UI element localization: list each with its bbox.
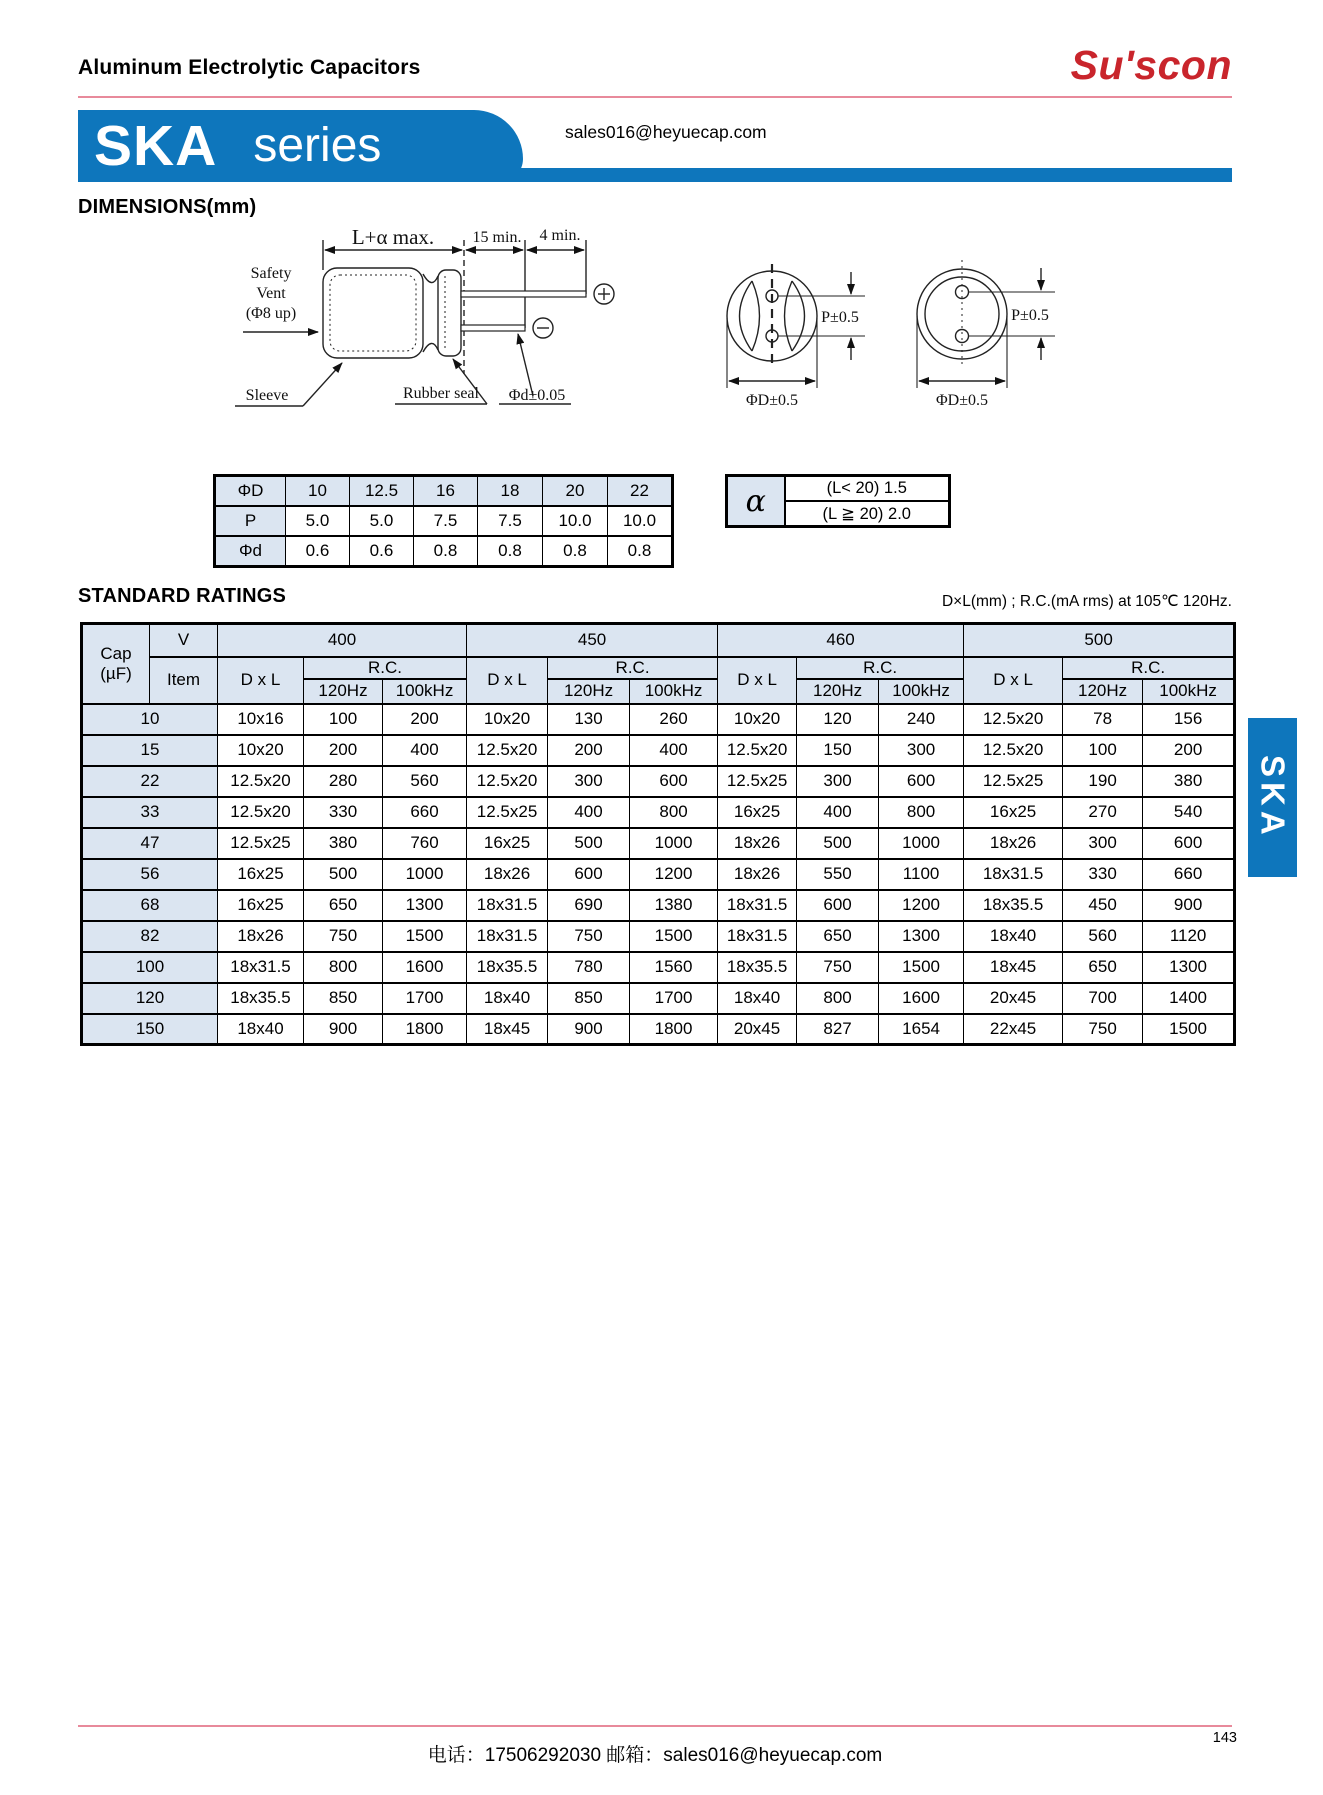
value-cell: 1800 [383,1014,467,1045]
value-cell: 300 [797,766,879,797]
value-cell: 18x26 [718,859,797,890]
value-cell: 150 [797,735,879,766]
value-cell: 12.5x20 [964,704,1063,735]
dims-cell: 0.8 [414,536,478,567]
dims-row [215,476,673,507]
table-row [82,983,1235,1014]
cap-header [82,624,150,704]
value-cell: 200 [304,735,383,766]
v-header: V [150,624,218,657]
freq-120hz-450: 120Hz [548,679,630,704]
value-cell: 550 [797,859,879,890]
value-cell: 780 [548,952,630,983]
value-cell: 12.5x20 [718,735,797,766]
dims-cell: 10.0 [608,506,673,536]
side-tab-ska [1248,718,1297,877]
value-cell: 650 [1063,952,1143,983]
value-cell: 20x45 [964,983,1063,1014]
value-cell: 300 [879,735,964,766]
cap-cell: 22 [82,766,218,797]
footer-contact: 电话：17506292030 邮箱：sales016@heyuecap.com [427,1745,883,1766]
value-cell: 650 [304,890,383,921]
dia-label-1: ΦD±0.5 [745,392,799,409]
value-cell: 1300 [383,890,467,921]
value-cell: 18x31.5 [718,890,797,921]
value-cell: 700 [1063,983,1143,1014]
value-cell: 200 [383,704,467,735]
dims-row-label: ΦD [215,476,286,507]
standard-ratings-table [80,622,1236,1046]
value-cell: 1654 [879,1014,964,1045]
value-cell: 800 [797,983,879,1014]
value-cell: 12.5x20 [218,797,304,828]
freq-120hz-460: 120Hz [797,679,879,704]
value-cell: 500 [304,859,383,890]
value-cell: 1600 [879,983,964,1014]
value-cell: 1120 [1143,921,1235,952]
value-cell: 18x31.5 [467,890,548,921]
dxl-header-450: D x L [467,657,548,704]
dims-cell: 5.0 [350,506,414,536]
value-cell: 600 [1143,828,1235,859]
value-cell: 1300 [1143,952,1235,983]
value-cell: 18x31.5 [218,952,304,983]
dims-table-body [215,476,673,567]
ratings-heading: STANDARD RATINGS [78,585,287,607]
value-cell: 18x40 [964,921,1063,952]
lead-negative [461,325,525,331]
value-cell: 260 [630,704,718,735]
dims-cell: 16 [414,476,478,507]
value-cell: 850 [548,983,630,1014]
value-cell: 900 [548,1014,630,1045]
alpha-table [725,474,951,528]
table-row [82,952,1235,983]
value-cell: 10x20 [467,704,548,735]
cap-cell: 68 [82,890,218,921]
alpha-row-1 [727,476,950,502]
value-cell: 1000 [383,859,467,890]
lead-hole-bottom-2 [956,330,969,343]
value-cell: 1200 [879,890,964,921]
voltage-header-460: 460 [718,624,964,657]
value-cell: 827 [797,1014,879,1045]
table-row [82,1014,1235,1045]
lead-positive [461,291,586,297]
value-cell: 18x40 [718,983,797,1014]
safety-vent-label-2: Vent [256,285,286,302]
value-cell: 156 [1143,704,1235,735]
value-cell: 18x35.5 [218,983,304,1014]
value-cell: 400 [797,797,879,828]
value-cell: 300 [548,766,630,797]
freq-100khz-460: 100kHz [879,679,964,704]
value-cell: 1400 [1143,983,1235,1014]
value-cell: 690 [548,890,630,921]
dxl-header-400: D x L [218,657,304,704]
value-cell: 12.5x20 [467,766,548,797]
dims-cell: 10.0 [543,506,608,536]
cap-cell: 120 [82,983,218,1014]
pitch-label-1: P±0.5 [821,309,859,326]
value-cell: 270 [1063,797,1143,828]
value-cell: 380 [304,828,383,859]
value-cell: 900 [304,1014,383,1045]
value-cell: 800 [879,797,964,828]
value-cell: 400 [630,735,718,766]
table-row [82,890,1235,921]
value-cell: 560 [383,766,467,797]
series-banner [78,110,523,182]
dims-cell: 12.5 [350,476,414,507]
table-row [82,735,1235,766]
value-cell: 78 [1063,704,1143,735]
dxl-header-460: D x L [718,657,797,704]
value-cell: 130 [548,704,630,735]
alpha-value-2: (L ≧ 20) 2.0 [785,501,950,527]
table-row [82,704,1235,735]
table-row [82,921,1235,952]
value-cell: 18x40 [467,983,548,1014]
value-cell: 450 [1063,890,1143,921]
value-cell: 380 [1143,766,1235,797]
value-cell: 10x20 [718,704,797,735]
cap-cell: 82 [82,921,218,952]
freq-100khz-500: 100kHz [1143,679,1235,704]
value-cell: 1500 [879,952,964,983]
alpha-value-1: (L< 20) 1.5 [785,476,950,502]
safety-vent-label-3: (Φ8 up) [245,305,297,322]
safety-vent-label-1: Safety [250,265,292,282]
dia-label-2: ΦD±0.5 [935,392,989,409]
value-cell: 600 [548,859,630,890]
value-cell: 22x45 [964,1014,1063,1045]
value-cell: 1000 [630,828,718,859]
ratings-note: D×L(mm) ; R.C.(mA rms) at 105℃ 120Hz. [941,593,1232,610]
page-number: 143 [1212,1730,1237,1746]
dims-row-label: P [215,506,286,536]
value-cell: 16x25 [964,797,1063,828]
value-cell: 16x25 [718,797,797,828]
value-cell: 18x26 [218,921,304,952]
lead-dia-label: Φd±0.05 [508,387,566,404]
value-cell: 1600 [383,952,467,983]
table-row [82,828,1235,859]
cap-cell: 150 [82,1014,218,1045]
value-cell: 18x35.5 [964,890,1063,921]
value-cell: 16x25 [218,890,304,921]
dims-cell: 0.8 [478,536,543,567]
dims-cell: 0.8 [608,536,673,567]
value-cell: 1200 [630,859,718,890]
cap-cell: 10 [82,704,218,735]
value-cell: 200 [548,735,630,766]
value-cell: 200 [1143,735,1235,766]
header-rule [78,96,1232,98]
tip-min-label: 4 min. [539,228,581,244]
dimensions-heading: DIMENSIONS(mm) [78,196,257,218]
value-cell: 18x26 [467,859,548,890]
freq-120hz-500: 120Hz [1063,679,1143,704]
series-name: SKA [94,113,218,178]
freq-120hz-400: 120Hz [304,679,383,704]
banner-strip [460,168,1232,182]
value-cell: 18x45 [467,1014,548,1045]
value-cell: 1500 [383,921,467,952]
series-suffix: series [253,119,382,172]
value-cell: 660 [1143,859,1235,890]
value-cell: 18x26 [718,828,797,859]
value-cell: 16x25 [218,859,304,890]
contact-email: sales016@heyuecap.com [565,122,767,142]
rc-header-460: R.C. [797,657,964,679]
value-cell: 900 [1143,890,1235,921]
dims-row-label: Φd [215,536,286,567]
value-cell: 750 [797,952,879,983]
crimp-bottom [423,343,438,352]
rc-header-500: R.C. [1063,657,1235,679]
freq-100khz-450: 100kHz [630,679,718,704]
rc-header-400: R.C. [304,657,467,679]
value-cell: 600 [630,766,718,797]
sleeve-arrow [303,363,342,406]
dims-cell: 20 [543,476,608,507]
page-title: Aluminum Electrolytic Capacitors [78,56,421,79]
value-cell: 12.5x20 [964,735,1063,766]
value-cell: 18x31.5 [467,921,548,952]
dims-cell: 10 [286,476,350,507]
dims-cell: 0.6 [350,536,414,567]
cap-header-line1: Cap [100,643,132,663]
item-header: Item [150,657,218,704]
value-cell: 760 [383,828,467,859]
table-row [82,766,1235,797]
value-cell: 750 [548,921,630,952]
sleeve-label: Sleeve [245,387,289,404]
value-cell: 1800 [630,1014,718,1045]
value-cell: 330 [304,797,383,828]
dims-cell: 7.5 [478,506,543,536]
pitch-label-2: P±0.5 [1011,307,1049,324]
value-cell: 280 [304,766,383,797]
value-cell: 850 [304,983,383,1014]
rc-header-450: R.C. [548,657,718,679]
cap-cell: 47 [82,828,218,859]
value-cell: 18x26 [964,828,1063,859]
cap-cell: 33 [82,797,218,828]
value-cell: 12.5x20 [467,735,548,766]
alpha-symbol: α [727,476,785,527]
value-cell: 750 [1063,1014,1143,1045]
value-cell: 18x45 [964,952,1063,983]
dims-cell: 5.0 [286,506,350,536]
side-tab-label: SKA [1254,755,1292,840]
dims-cell: 7.5 [414,506,478,536]
ratings-table-body [82,704,1235,1045]
value-cell: 1380 [630,890,718,921]
dims-row [215,506,673,536]
value-cell: 400 [548,797,630,828]
value-cell: 20x45 [718,1014,797,1045]
footer-rule [78,1725,1232,1727]
vent-cut-left [740,281,760,351]
value-cell: 600 [797,890,879,921]
value-cell: 1300 [879,921,964,952]
header-row-rc [82,657,1235,679]
value-cell: 500 [797,828,879,859]
value-cell: 18x35.5 [467,952,548,983]
table-row [82,797,1235,828]
dims-cell: 22 [608,476,673,507]
value-cell: 12.5x25 [218,828,304,859]
rubber-seal-shape [438,270,461,356]
dims-cell: 0.8 [543,536,608,567]
freq-100khz-400: 100kHz [383,679,467,704]
lead-min-label: 15 min. [472,229,522,246]
value-cell: 100 [304,704,383,735]
brand-logo: Su'scon [1070,42,1232,88]
value-cell: 1000 [879,828,964,859]
voltage-header-400: 400 [218,624,467,657]
dimensions-table [213,474,674,568]
value-cell: 330 [1063,859,1143,890]
value-cell: 100 [1063,735,1143,766]
value-cell: 190 [1063,766,1143,797]
value-cell: 750 [304,921,383,952]
dims-cell: 0.6 [286,536,350,567]
voltage-header-450: 450 [467,624,718,657]
value-cell: 1700 [630,983,718,1014]
value-cell: 10x16 [218,704,304,735]
value-cell: 650 [797,921,879,952]
value-cell: 1560 [630,952,718,983]
cap-cell: 15 [82,735,218,766]
crimp-top [423,274,438,283]
value-cell: 18x35.5 [718,952,797,983]
dxl-header-500: D x L [964,657,1063,704]
dimensions-diagram [215,228,1115,480]
value-cell: 400 [383,735,467,766]
value-cell: 800 [630,797,718,828]
length-label: L+α max. [351,228,435,249]
value-cell: 240 [879,704,964,735]
voltage-header-500: 500 [964,624,1235,657]
value-cell: 1100 [879,859,964,890]
value-cell: 12.5x20 [218,766,304,797]
cap-cell: 56 [82,859,218,890]
value-cell: 560 [1063,921,1143,952]
value-cell: 12.5x25 [964,766,1063,797]
value-cell: 500 [548,828,630,859]
value-cell: 120 [797,704,879,735]
vent-cut-right [785,281,805,351]
value-cell: 12.5x25 [467,797,548,828]
table-row [82,859,1235,890]
value-cell: 1500 [630,921,718,952]
capacitor-body [323,268,423,358]
value-cell: 300 [1063,828,1143,859]
value-cell: 10x20 [218,735,304,766]
value-cell: 540 [1143,797,1235,828]
value-cell: 18x31.5 [718,921,797,952]
rubber-seal-label: Rubber seal [403,385,479,402]
dims-row [215,536,673,567]
dims-cell: 18 [478,476,543,507]
value-cell: 600 [879,766,964,797]
value-cell: 1700 [383,983,467,1014]
value-cell: 18x40 [218,1014,304,1045]
value-cell: 12.5x25 [718,766,797,797]
header-row-voltage [82,624,1235,657]
value-cell: 16x25 [467,828,548,859]
value-cell: 800 [304,952,383,983]
value-cell: 18x31.5 [964,859,1063,890]
value-cell: 660 [383,797,467,828]
value-cell: 1500 [1143,1014,1235,1045]
cap-header-line2: (µF) [100,663,132,683]
cap-cell: 100 [82,952,218,983]
